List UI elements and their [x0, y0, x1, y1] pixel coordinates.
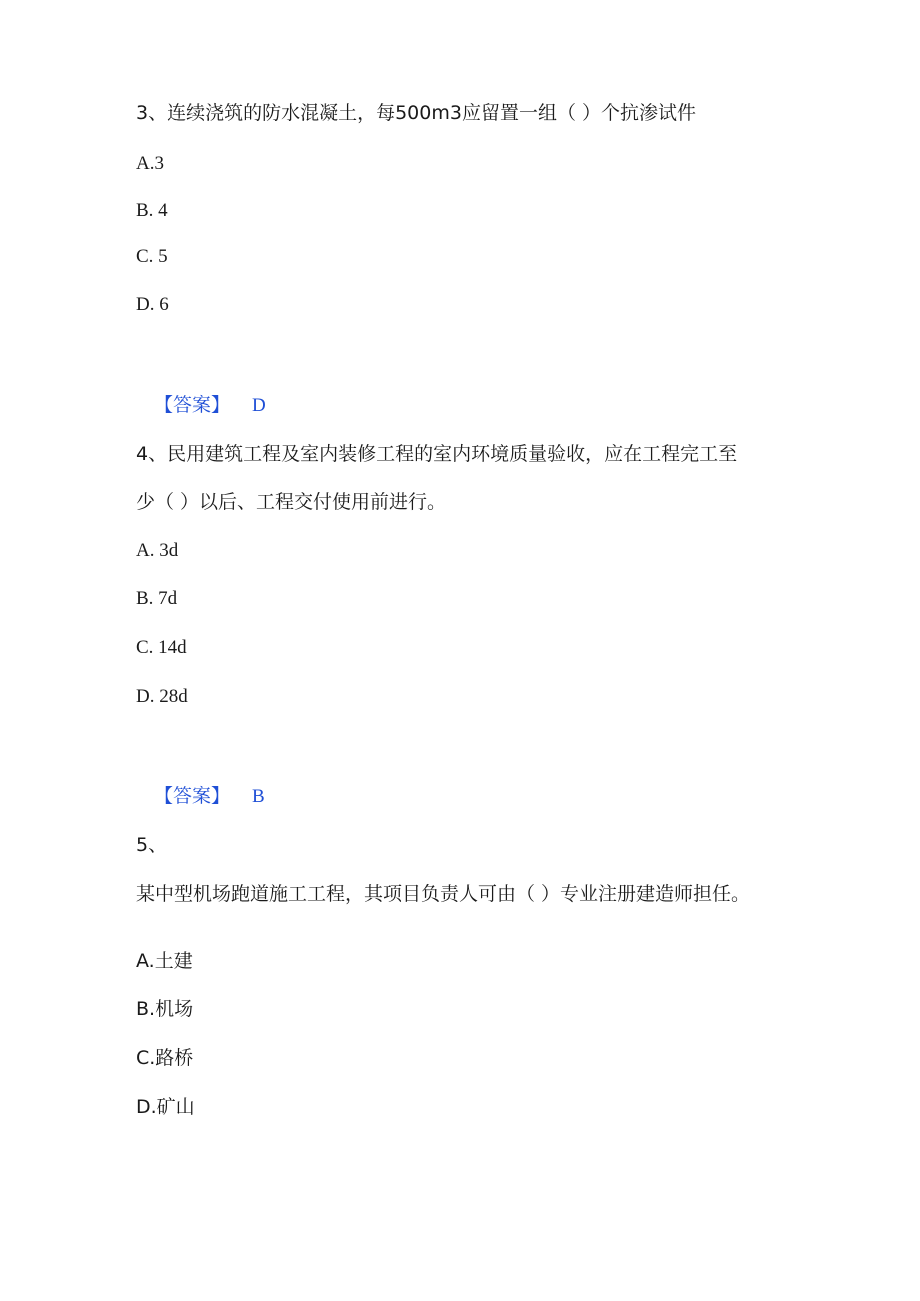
question-3-option-d: D. 6 — [136, 294, 169, 315]
question-4-option-a: A. 3d — [136, 540, 179, 561]
question-4-option-d: D. 28d — [136, 686, 188, 707]
question-3-option-c: C. 5 — [136, 246, 168, 267]
question-4-answer — [154, 783, 265, 810]
question-5-option-b: B.机场 — [136, 998, 194, 1020]
question-3-option-a: A.3 — [136, 153, 164, 174]
answer-tag: 【答案】 — [154, 785, 231, 807]
question-3-option-b: B. 4 — [136, 200, 168, 221]
question-3-stem: 3、连续浇筑的防水混凝土，每500m3应留置一组（ ）个抗渗试件 — [136, 102, 696, 124]
question-5-option-c: C.路桥 — [136, 1047, 194, 1069]
answer-value: D — [252, 395, 266, 416]
question-5-number: 5、 — [136, 834, 168, 856]
question-5-option-a: A.土建 — [136, 950, 193, 972]
question-3-answer — [154, 392, 266, 419]
question-4-stem-line-1: 4、民用建筑工程及室内装修工程的室内环境质量验收，应在工程完工至 — [136, 443, 738, 465]
answer-tag: 【答案】 — [154, 394, 231, 416]
question-4-option-c: C. 14d — [136, 637, 187, 658]
question-5-stem: 某中型机场跑道施工工程，其项目负责人可由（ ）专业注册建造师担任。 — [136, 883, 751, 905]
answer-value: B — [252, 786, 265, 807]
question-4-option-b: B. 7d — [136, 588, 178, 609]
question-4-stem-line-2: 少（ ）以后、工程交付使用前进行。 — [136, 491, 447, 513]
question-5-option-d: D.矿山 — [136, 1096, 195, 1118]
